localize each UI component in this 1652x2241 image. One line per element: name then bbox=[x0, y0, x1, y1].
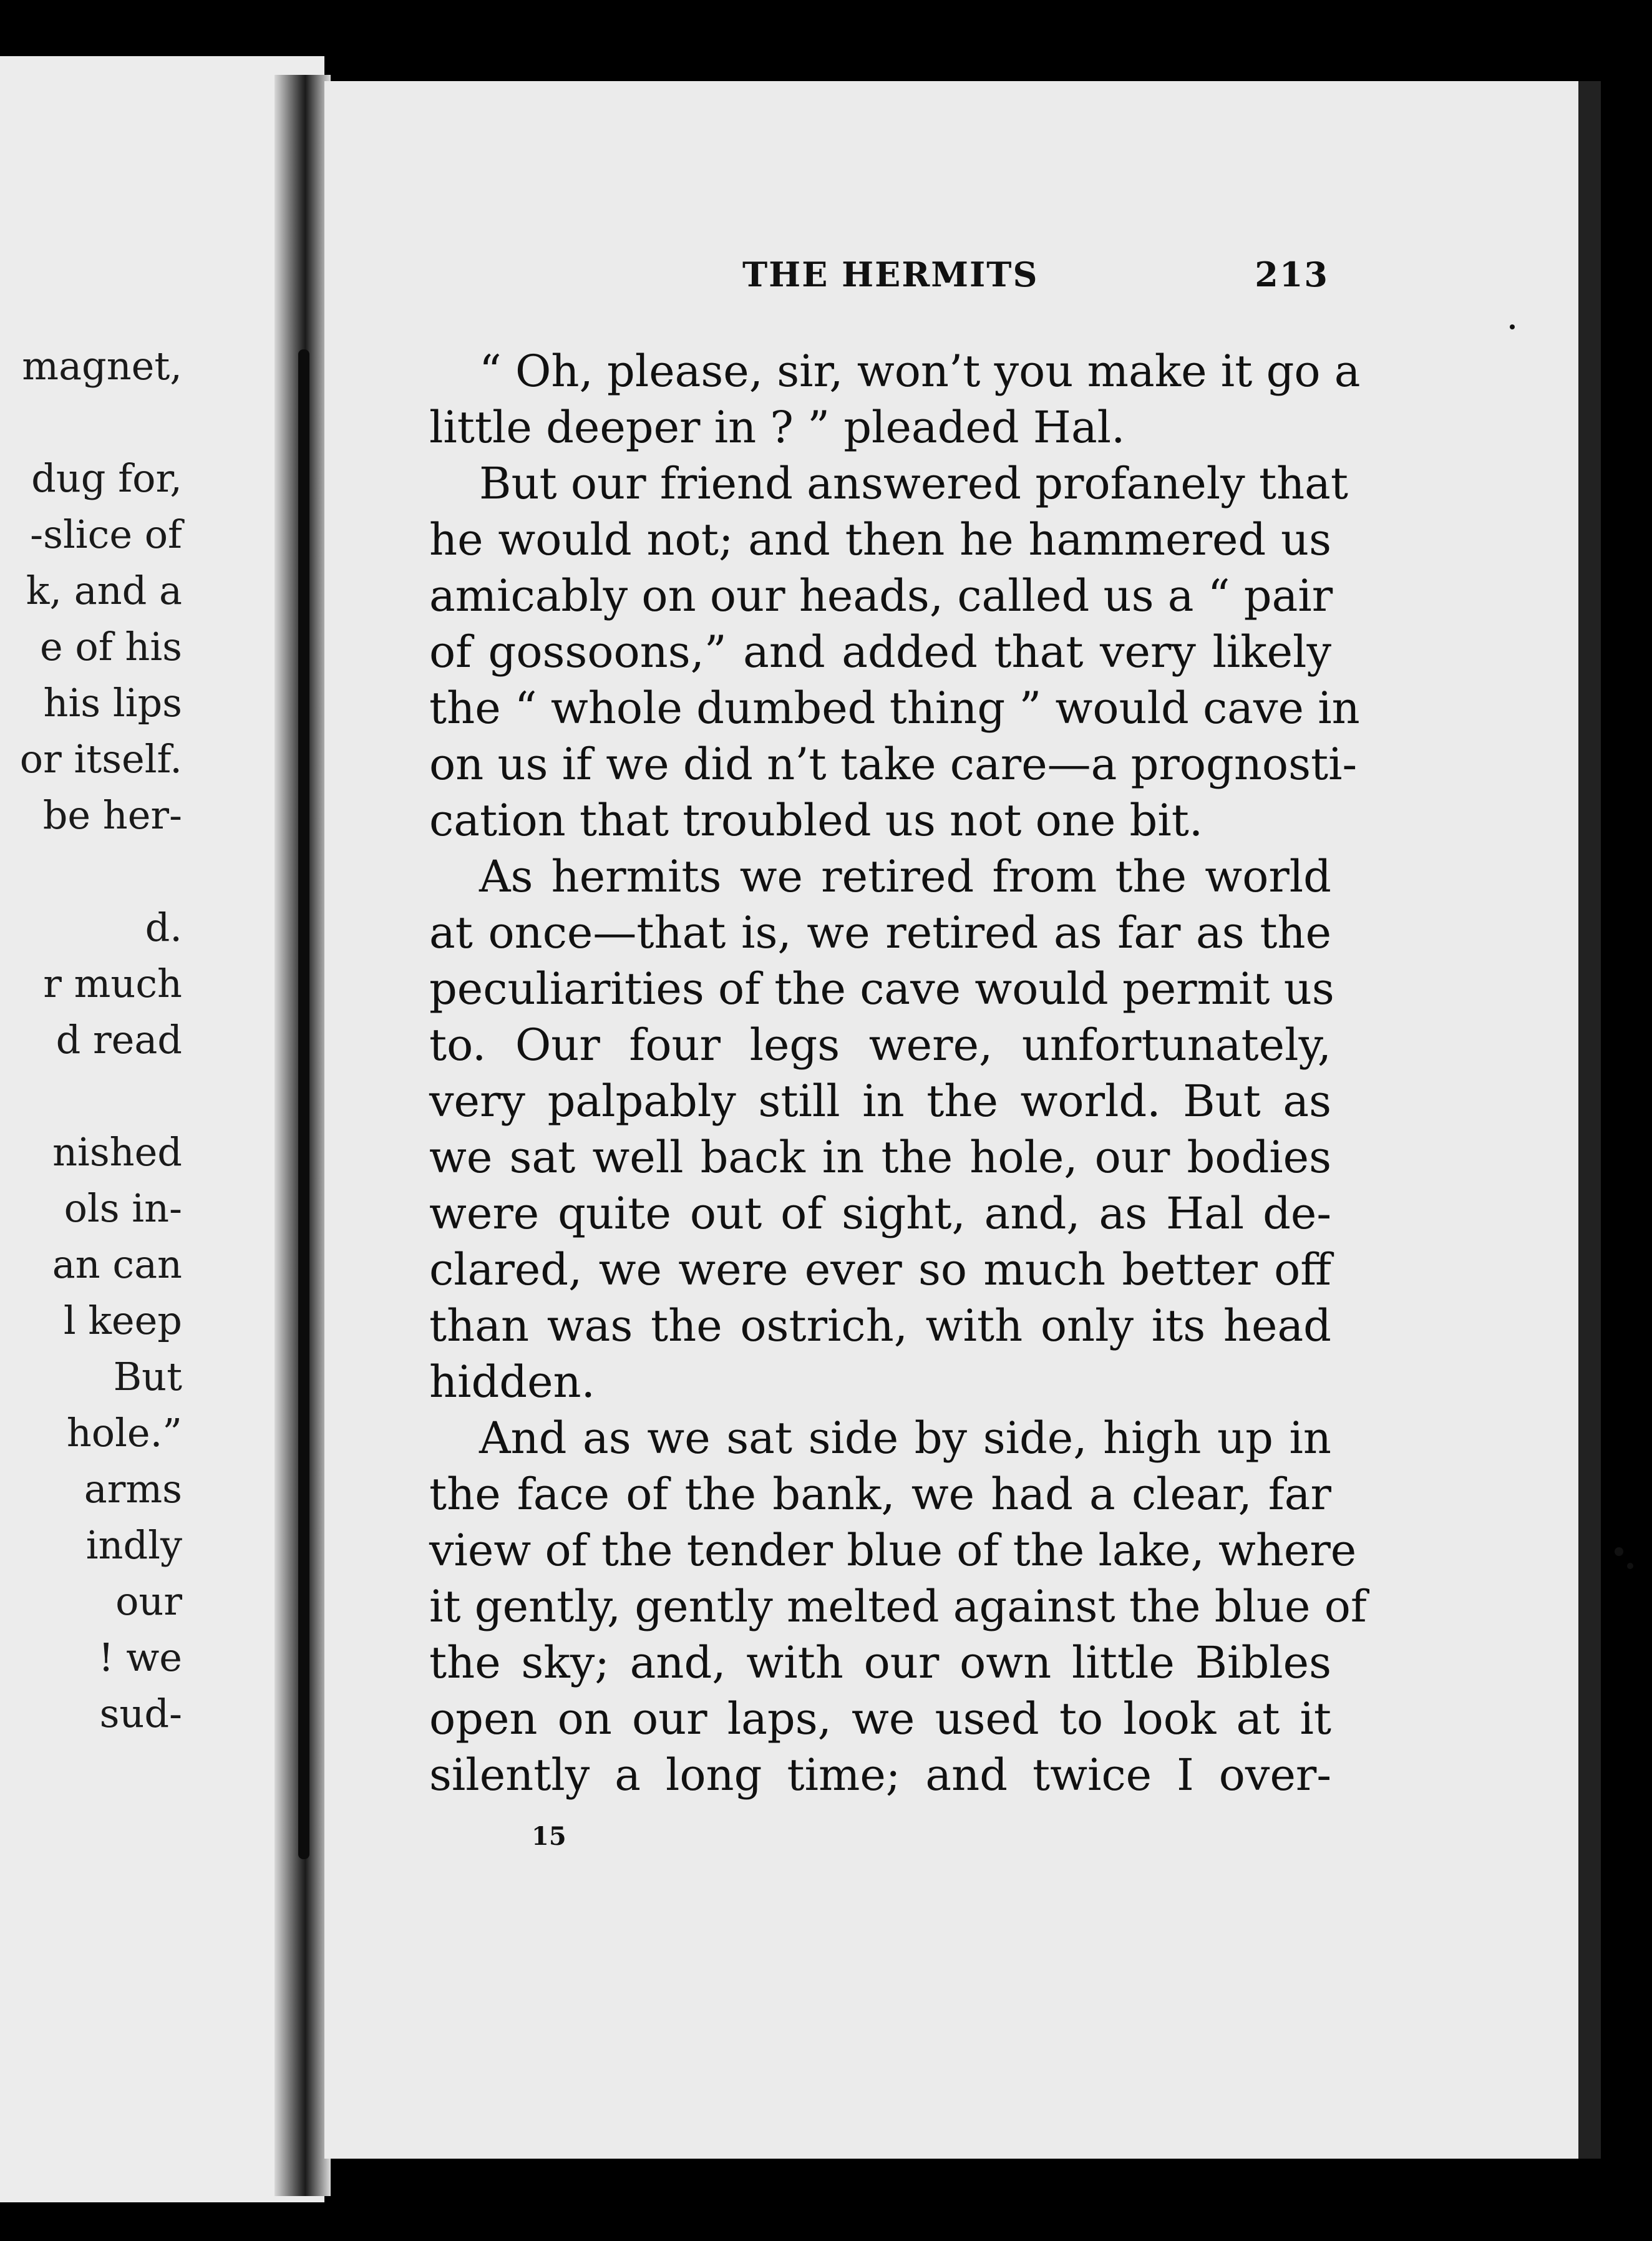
text-line: than was the ostrich, with only its head bbox=[429, 1300, 1331, 1351]
previous-page-fragment: But bbox=[113, 1354, 182, 1399]
previous-page-fragment: our bbox=[115, 1578, 182, 1624]
previous-page-fragment: nished bbox=[52, 1129, 182, 1175]
previous-page-fragment: -slice of bbox=[30, 512, 182, 557]
page-edge bbox=[1578, 81, 1601, 2159]
text-line: amicably on our heads, called us a “ pair bbox=[429, 570, 1333, 621]
text-line: view of the tender blue of the lake, where bbox=[429, 1525, 1357, 1576]
text-line: silently a long time; and twice I over- bbox=[429, 1749, 1331, 1801]
previous-page-fragment: or itself. bbox=[19, 736, 182, 782]
previous-page-fragment: k, and a bbox=[26, 568, 182, 613]
previous-page-fragment: ! we bbox=[98, 1635, 182, 1680]
previous-page-fragment: sud- bbox=[99, 1691, 182, 1736]
text-line: peculiarities of the cave would permit us bbox=[429, 963, 1334, 1014]
text-line: the sky; and, with our own little Bibles bbox=[429, 1637, 1331, 1688]
text-line: of gossoons,” and added that very likely bbox=[429, 626, 1331, 678]
text-line: very palpably still in the world. But as bbox=[429, 1076, 1331, 1127]
text-line: the face of the bank, we had a clear, far bbox=[429, 1469, 1331, 1520]
text-line: were quite out of sight, and, as Hal de- bbox=[429, 1188, 1331, 1239]
text-line: open on our laps, we used to look at it bbox=[429, 1693, 1331, 1744]
ink-speck bbox=[1627, 1563, 1633, 1569]
previous-page-fragment: hole.” bbox=[66, 1410, 182, 1456]
text-line: “ Oh, please, sir, won’t you make it go a bbox=[479, 346, 1361, 397]
page-number: 213 bbox=[1255, 255, 1329, 294]
text-line: little deeper in ? ” pleaded Hal. bbox=[429, 402, 1125, 453]
gutter-shadow bbox=[298, 349, 309, 1859]
text-line: clared, we were ever so much better off bbox=[429, 1244, 1331, 1295]
ink-speck bbox=[1510, 324, 1515, 329]
text-line: As hermits we retired from the world bbox=[479, 851, 1331, 902]
text-line: it gently, gently melted against the blue of bbox=[429, 1581, 1367, 1632]
text-line: But our friend answered profanely that bbox=[479, 458, 1349, 509]
previous-page-fragment: e of his bbox=[40, 624, 182, 669]
text-line: we sat well back in the hole, our bodies bbox=[429, 1132, 1331, 1183]
previous-page-fragment: ols in- bbox=[64, 1185, 182, 1231]
previous-page-fragment: magnet, bbox=[22, 343, 182, 389]
text-line: he would not; and then he hammered us bbox=[429, 514, 1331, 565]
text-line: the “ whole dumbed thing ” would cave in bbox=[429, 683, 1360, 734]
previous-page-fragment: d. bbox=[145, 905, 182, 950]
text-line: at once—that is, we retired as far as the bbox=[429, 907, 1331, 958]
previous-page-fragment: d read bbox=[56, 1017, 182, 1062]
text-line: to. Our four legs were, unfortunately, bbox=[429, 1019, 1331, 1071]
text-line: cation that troubled us not one bit. bbox=[429, 795, 1203, 846]
ink-speck bbox=[1615, 1547, 1623, 1556]
previous-page-fragment: l keep bbox=[63, 1298, 182, 1343]
previous-page-fragment: arms bbox=[84, 1466, 182, 1512]
previous-page-fragment: r much bbox=[43, 961, 182, 1006]
signature-mark: 15 bbox=[532, 1822, 566, 1851]
previous-page-fragment: indly bbox=[85, 1522, 182, 1568]
previous-page-fragment: dug for, bbox=[31, 455, 182, 501]
previous-page-fragment: be her- bbox=[42, 792, 182, 838]
running-header bbox=[742, 255, 1329, 304]
previous-page-fragment: an can bbox=[52, 1242, 182, 1287]
previous-page-fragment: his lips bbox=[43, 680, 182, 726]
text-line: on us if we did n’t take care—a prognosti- bbox=[429, 739, 1358, 790]
text-line: And as we sat side by side, high up in bbox=[479, 1412, 1331, 1464]
running-title: THE HERMITS bbox=[742, 255, 1039, 294]
text-line: hidden. bbox=[429, 1356, 595, 1407]
